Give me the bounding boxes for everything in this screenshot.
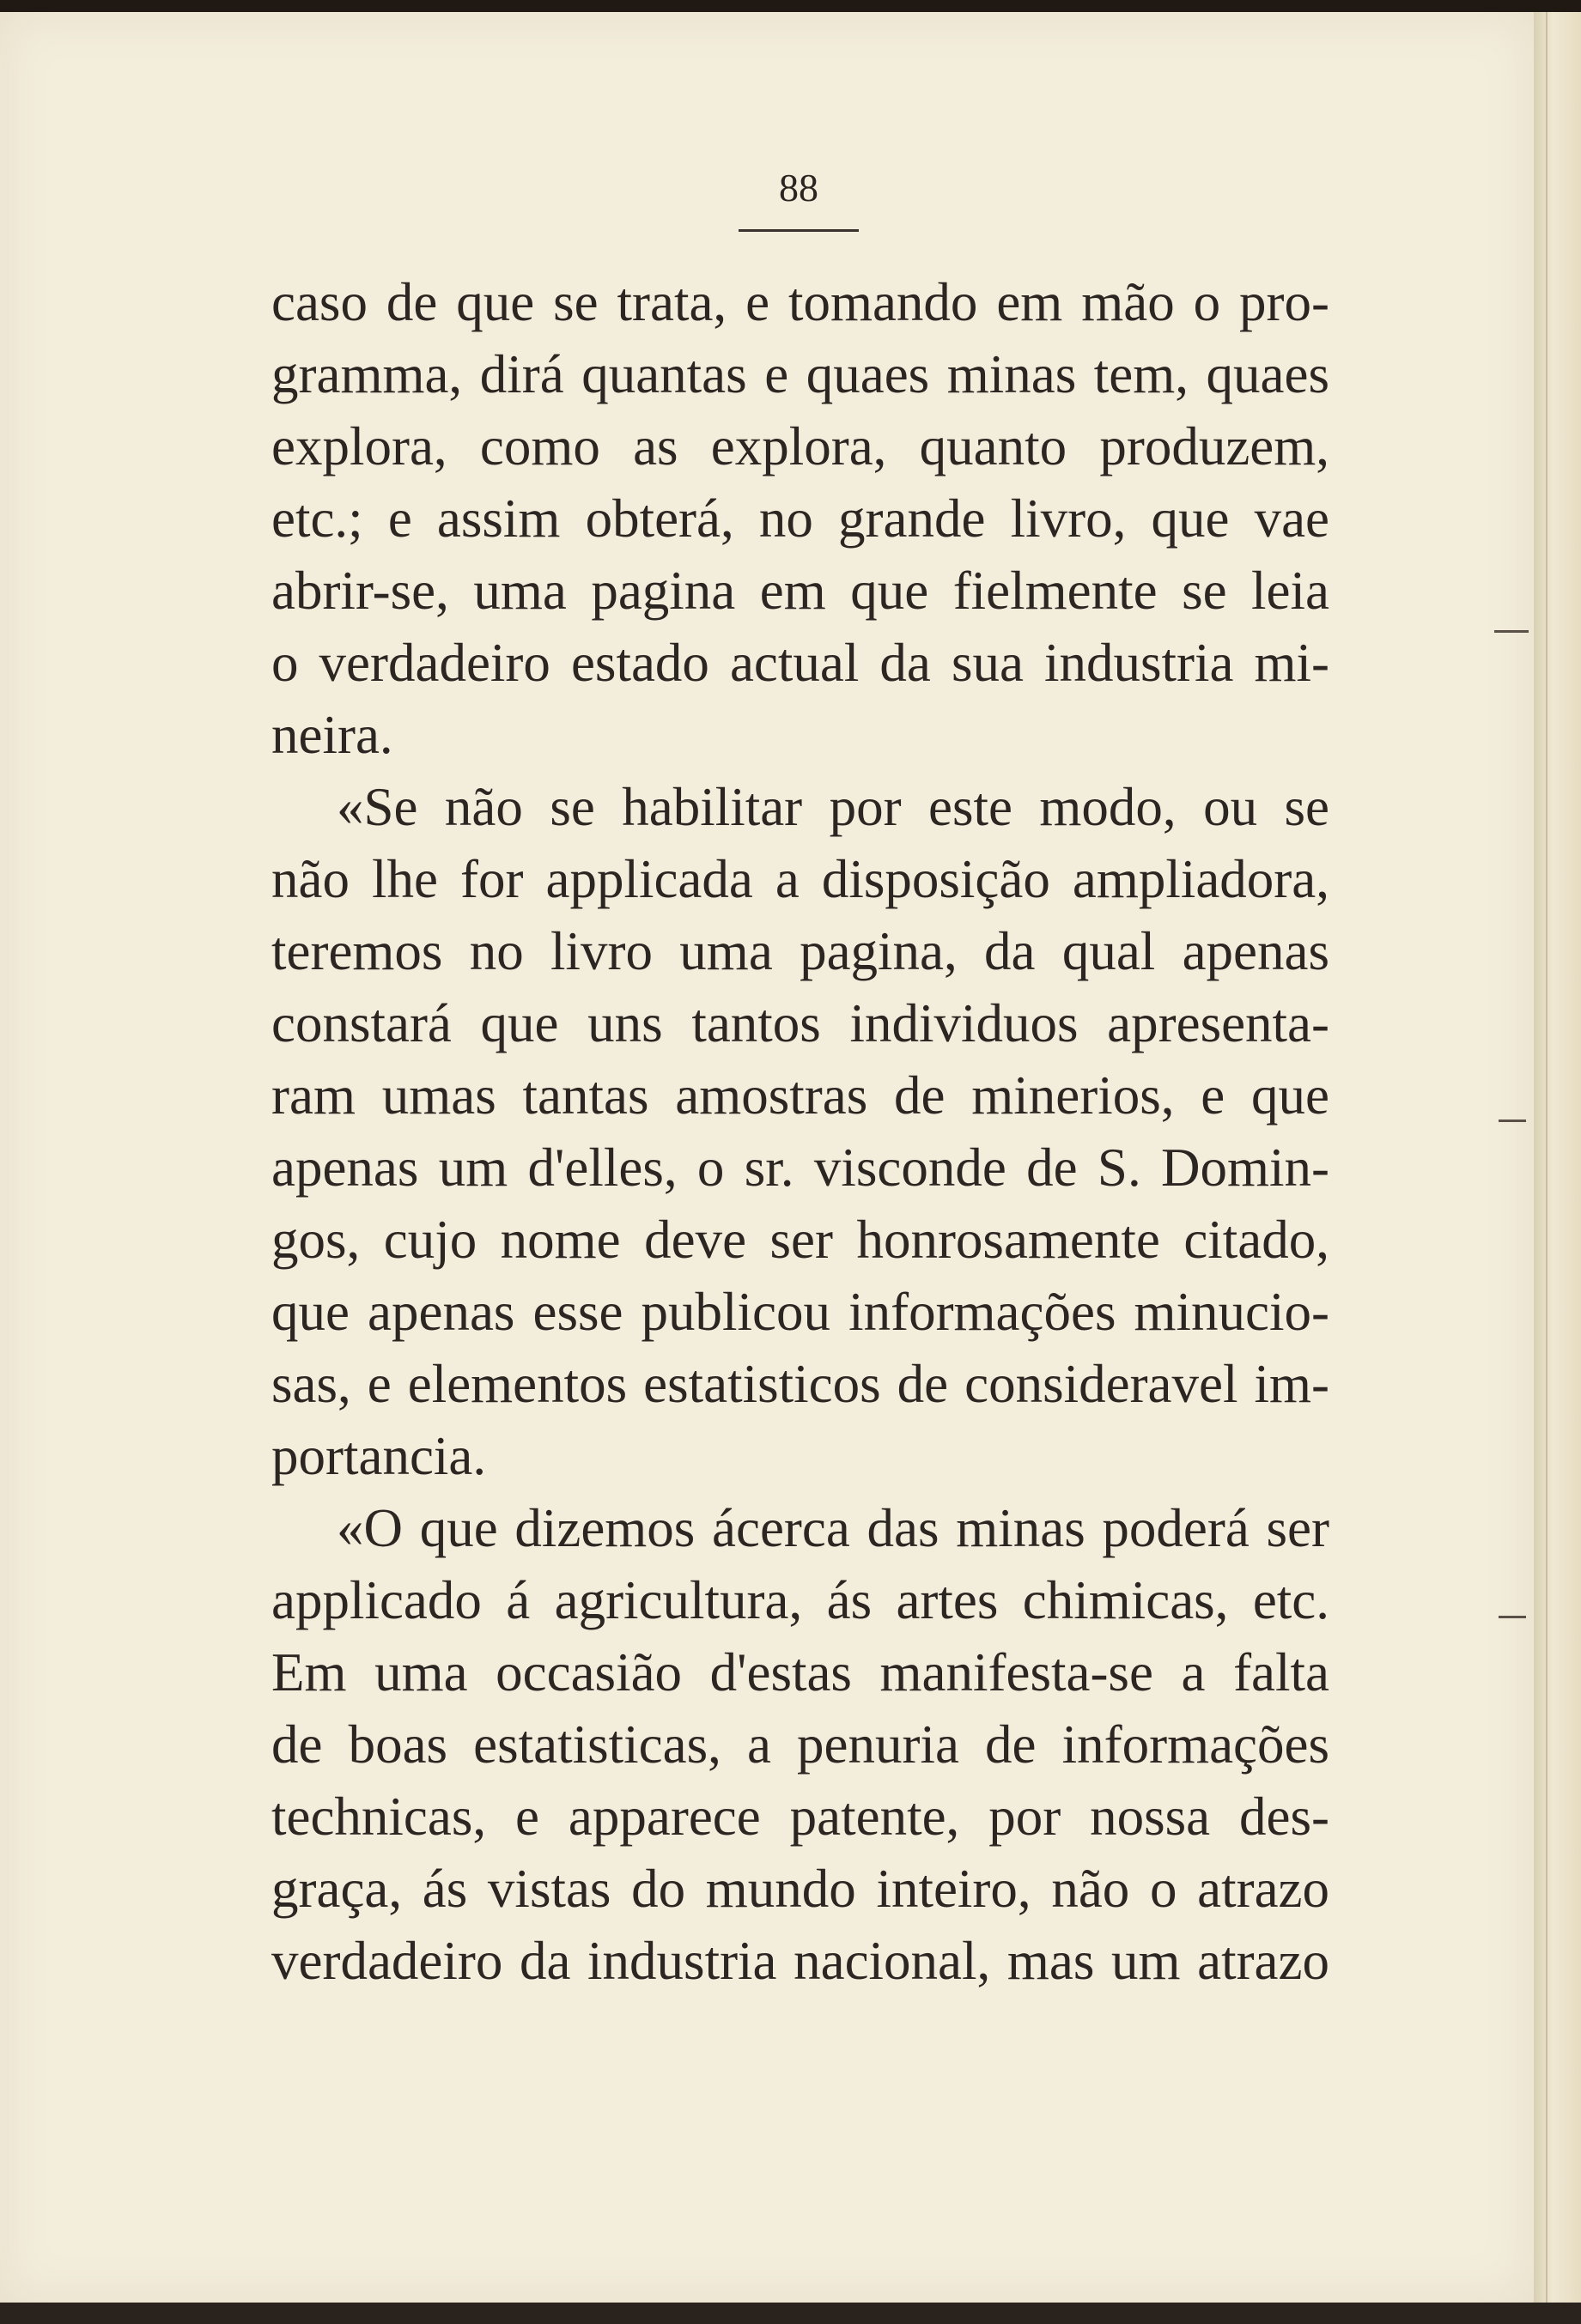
margin-tick: [1494, 630, 1529, 633]
text-line: teremos no livro uma pagina, da qual apenas: [271, 921, 1329, 981]
scan-bottom-edge: [0, 2303, 1581, 2324]
text-line: etc.; e assim obterá, no grande livro, que vae: [271, 488, 1329, 549]
scan-top-edge: [0, 0, 1581, 12]
text-line: o verdadeiro estado actual da sua industria mi-: [271, 633, 1329, 693]
binding-line: [1546, 12, 1548, 2303]
text-line: verdadeiro da industria nacional, mas um atrazo: [271, 1931, 1329, 1991]
text-line: apenas um d'elles, o sr. visconde de S. Domin-: [271, 1138, 1329, 1198]
book-page: [0, 12, 1534, 2303]
margin-tick: [1499, 1120, 1526, 1122]
text-line: portancia.: [271, 1426, 487, 1486]
page-number-rule: [739, 229, 859, 232]
text-line: gos, cujo nome deve ser honrosamente citado,: [271, 1210, 1329, 1270]
text-line: technicas, e apparece patente, por nossa des-: [271, 1787, 1329, 1847]
text-line: gramma, dirá quantas e quaes minas tem, quaes: [271, 344, 1329, 404]
paragraph: [271, 266, 1329, 771]
text-line: constará que uns tantos individuos apresenta-: [271, 993, 1329, 1053]
text-line: «O que dizemos ácerca das minas poderá ser: [337, 1498, 1329, 1558]
text-line: caso de que se trata, e tomando em mão o pro-: [271, 272, 1329, 332]
text-line: neira.: [271, 705, 393, 765]
text-line: explora, como as explora, quanto produzem,: [271, 416, 1329, 476]
text-line: Em uma occasião d'estas manifesta-se a falta: [271, 1642, 1329, 1702]
body-text: [271, 266, 1329, 1997]
text-line: ram umas tantas amostras de minerios, e que: [271, 1065, 1329, 1126]
text-line: applicado á agricultura, ás artes chimicas, etc.: [271, 1570, 1329, 1630]
text-line: sas, e elementos estatisticos de consideravel im-: [271, 1354, 1329, 1414]
margin-tick: [1499, 1616, 1526, 1618]
text-line: «Se não se habilitar por este modo, ou se: [337, 777, 1329, 837]
paragraph: [271, 771, 1329, 1492]
text-line: graça, ás vistas do mundo inteiro, não o atrazo: [271, 1859, 1329, 1919]
page-edge: [1534, 12, 1581, 2303]
text-line: de boas estatisticas, a penuria de informações: [271, 1714, 1329, 1775]
text-line: que apenas esse publicou informações minucio-: [271, 1282, 1329, 1342]
text-line: não lhe for applicada a disposição ampliadora,: [271, 849, 1329, 909]
page-number: 88: [779, 166, 818, 209]
text-line: abrir-se, uma pagina em que fielmente se leia: [271, 561, 1329, 621]
paragraph: [271, 1492, 1329, 1997]
